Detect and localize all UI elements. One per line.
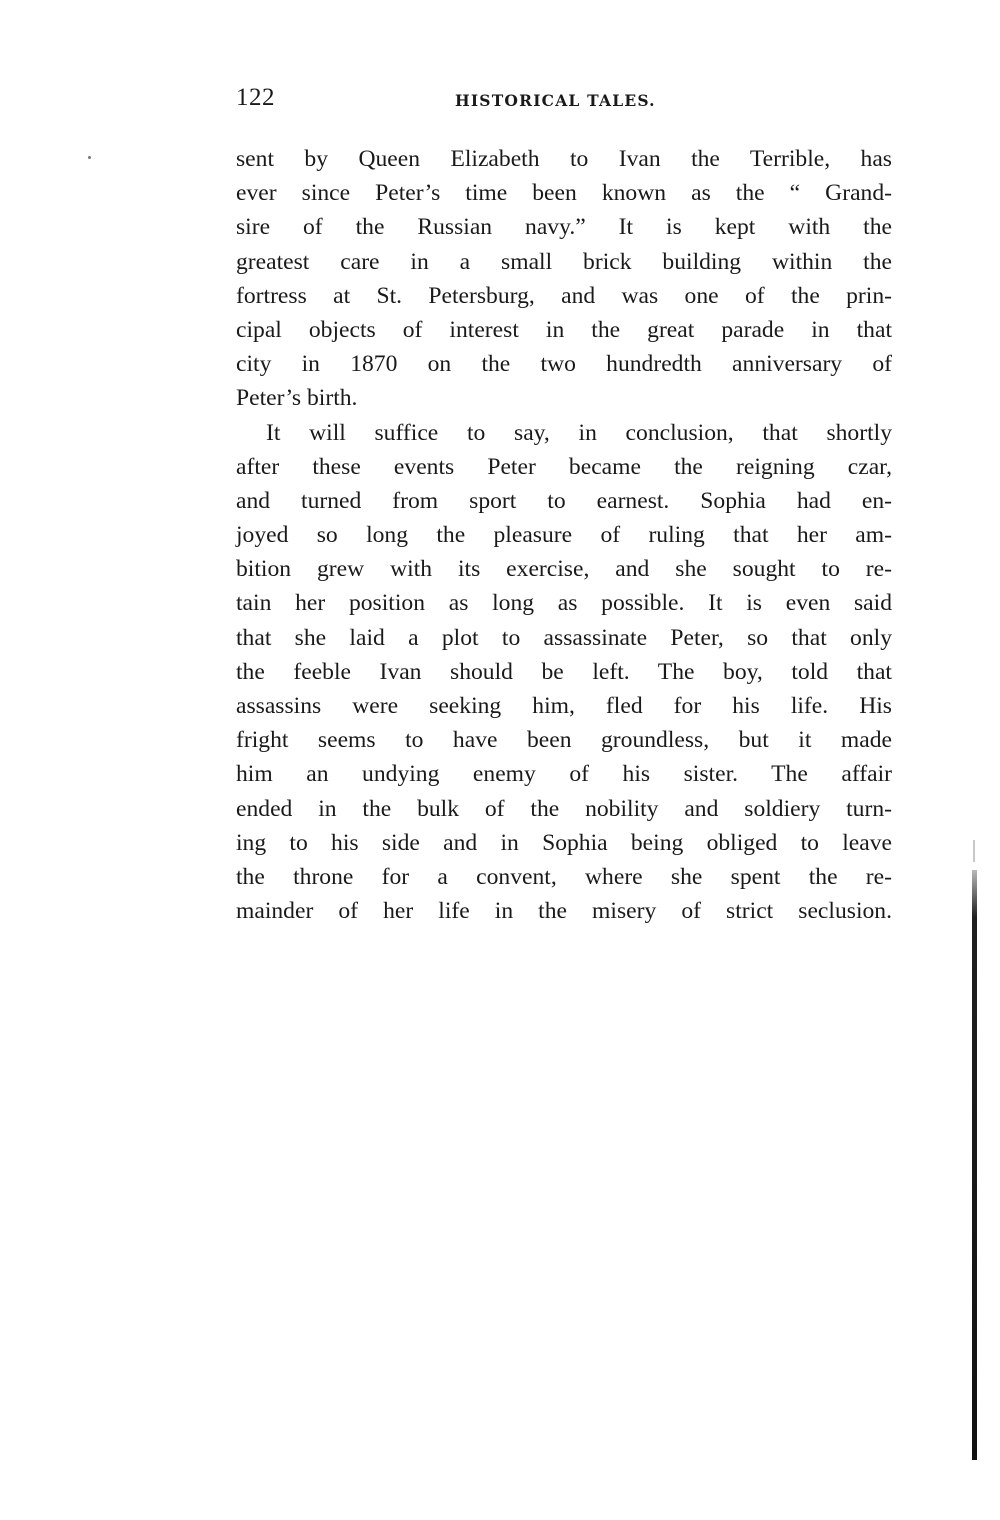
- text-line: bition grew with its exercise, and she sought to re-: [236, 556, 892, 583]
- text-line: sire of the Russian navy.” It is kept with the: [236, 214, 892, 241]
- text-line: cipal objects of interest in the great parade in that: [236, 316, 892, 343]
- text-line: greatest care in a small brick building within the: [236, 248, 892, 275]
- text-line: assassins were seeking him, fled for his life. His: [236, 693, 892, 719]
- text-line: joyed so long the pleasure of ruling that her am-: [236, 522, 892, 549]
- text-line: that she laid a plot to assassinate Peter, so that only: [236, 624, 892, 651]
- text-line: tain her position as long as possible. It is even said: [236, 590, 892, 617]
- page-edge-mark: [973, 840, 975, 862]
- text-line: ing to his side and in Sophia being obliged to leave: [236, 829, 892, 856]
- text-line: It will suffice to say, in conclusion, that shortly: [266, 419, 892, 446]
- text-line: fright seems to have been groundless, but it made: [236, 727, 892, 754]
- text-line: fortress at St. Petersburg, and was one of the prin-: [236, 282, 892, 309]
- text-line: Peter’s birth.: [236, 385, 358, 412]
- text-line: ever since Peter’s time been known as the “ Grand-: [236, 180, 892, 207]
- running-head: HISTORICAL TALES.: [455, 91, 656, 110]
- stray-ink-dot: [88, 156, 91, 159]
- text-line: the feeble Ivan should be left. The boy, told that: [236, 658, 892, 685]
- paragraph-2: [236, 416, 892, 929]
- text-line: mainder of her life in the misery of strict seclusion.: [236, 898, 892, 925]
- text-line: city in 1870 on the two hundredth anniversary of: [236, 351, 892, 378]
- text-line: and turned from sport to earnest. Sophia had en-: [236, 487, 892, 514]
- paragraph-1: [236, 142, 892, 416]
- page-edge-shadow: [972, 870, 977, 1460]
- body-text: [236, 142, 892, 928]
- text-line: him an undying enemy of his sister. The affair: [236, 761, 892, 788]
- page-header: [236, 84, 892, 118]
- text-line: the throne for a convent, where she spent the re-: [236, 863, 892, 890]
- page-number: 122: [236, 84, 275, 111]
- text-line: after these events Peter became the reigning czar,: [236, 453, 892, 480]
- text-line: ended in the bulk of the nobility and soldiery turn-: [236, 795, 892, 822]
- text-line: sent by Queen Elizabeth to Ivan the Terrible, has: [236, 146, 892, 172]
